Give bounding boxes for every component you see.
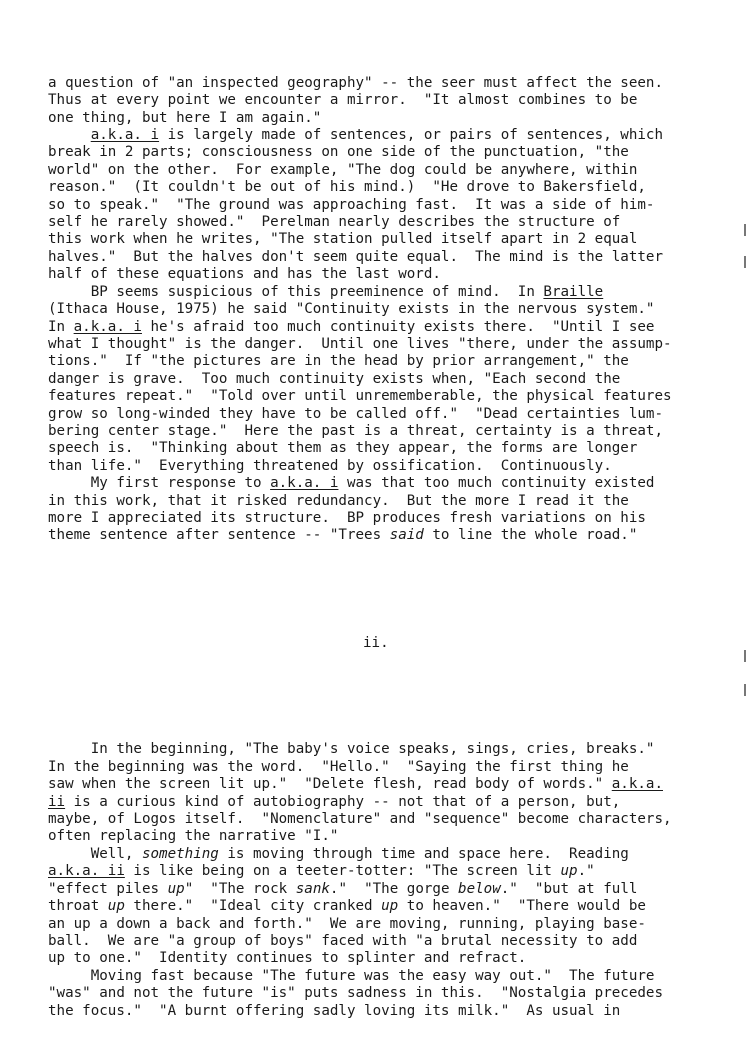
text-line xyxy=(48,197,738,214)
text-line xyxy=(48,301,738,318)
section-i-body xyxy=(48,75,738,545)
text-run: Well, xyxy=(48,845,142,862)
text-run: to heaven." "There would be xyxy=(398,898,646,915)
text-line xyxy=(48,527,738,544)
underlined-title: ii xyxy=(48,793,66,810)
text-run: In the beginning was the word. "Hello." "Saying the first thing he xyxy=(48,758,629,775)
text-line xyxy=(48,440,738,457)
text-line xyxy=(48,794,738,811)
edge-mark xyxy=(744,684,751,696)
text-run: up to one." Identity continues to splinter and refract. xyxy=(48,950,527,967)
edge-mark xyxy=(744,224,751,236)
text-run: bering center stage." Here the past is a threat, certainty is a threat, xyxy=(48,422,663,439)
text-run: maybe, of Logos itself. "Nomenclature" and "sequence" become characters, xyxy=(48,811,672,828)
underlined-title: a.k.a. i xyxy=(90,127,160,144)
text-run: theme sentence after sentence -- "Trees xyxy=(48,527,390,544)
text-line xyxy=(48,916,738,933)
text-run: an up a down a back and forth." We are moving, running, playing base- xyxy=(48,915,646,932)
text-run: ." "but at full xyxy=(500,880,638,897)
text-line xyxy=(48,423,738,440)
text-line xyxy=(48,75,738,92)
text-line xyxy=(48,475,738,492)
text-line xyxy=(48,92,738,109)
section-gap xyxy=(48,688,738,707)
text-run: " "The rock xyxy=(184,880,296,897)
text-run: often replacing the narrative "I." xyxy=(48,828,339,845)
text-run: saw when the screen lit up." "Delete flesh, read body of words." xyxy=(48,776,612,793)
text-run: is largely made of sentences, or pairs of sentences, which xyxy=(159,127,664,144)
text-line xyxy=(48,214,738,231)
text-run: tions." If "the pictures are in the head by prior arrangement," the xyxy=(48,353,629,370)
text-line xyxy=(48,811,738,828)
text-run: My first response to xyxy=(48,475,271,492)
text-line xyxy=(48,1003,738,1020)
italic-emphasis: said xyxy=(389,527,424,544)
text-run: he's afraid too much continuity exists there. "Until I see xyxy=(141,318,655,335)
italic-emphasis: something xyxy=(141,845,219,862)
text-run: what I thought" is the danger. Until one lives "there, under the assump- xyxy=(48,335,672,352)
text-run: in this work, that it risked redundancy. But the more I read it the xyxy=(48,492,629,509)
text-line xyxy=(48,110,738,127)
text-line xyxy=(48,353,738,370)
text-line xyxy=(48,950,738,967)
text-run: one thing, but here I am again." xyxy=(48,109,322,126)
text-line xyxy=(48,249,738,266)
text-run: In xyxy=(48,318,74,335)
underlined-title: a.k.a. ii xyxy=(48,863,125,880)
text-line xyxy=(48,388,738,405)
text-run: world" on the other. For example, "The dog could be anywhere, within xyxy=(48,161,638,178)
italic-emphasis: up xyxy=(381,898,399,915)
underlined-title: Braille xyxy=(543,283,604,300)
underlined-title: a.k.a. i xyxy=(270,475,339,492)
text-run: a question of "an inspected geography" -- the seer must affect the seen. xyxy=(48,74,663,91)
text-line xyxy=(48,776,738,793)
text-run: break in 2 parts; consciousness on one side of the punctuation, "the xyxy=(48,144,629,161)
text-line xyxy=(48,968,738,985)
text-line xyxy=(48,371,738,388)
text-run: halves." But the halves don't seem quite equal. The mind is the latter xyxy=(48,248,663,265)
text-run: "was" and not the future "is" puts sadness in this. "Nostalgia precedes xyxy=(48,985,663,1002)
text-line xyxy=(48,319,738,336)
text-run: so to speak." "The ground was approaching fast. It was a side of him- xyxy=(48,196,655,213)
text-run: the focus." "A burnt offering sadly loving its milk." As usual in xyxy=(48,1002,621,1019)
text-run: is like being on a teeter-totter: "The screen lit xyxy=(124,863,561,880)
text-line xyxy=(48,510,738,527)
text-run: than life." Everything threatened by ossification. Continuously. xyxy=(48,457,612,474)
text-run: is moving through time and space here. Reading xyxy=(218,845,629,862)
text-run: more I appreciated its structure. BP produces fresh variations on his xyxy=(48,509,646,526)
text-run: features repeat." "Told over until unrememberable, the physical features xyxy=(48,388,672,405)
text-line xyxy=(48,266,738,283)
text-run: In the beginning, "The baby's voice speaks, sings, cries, breaks." xyxy=(48,741,655,758)
text-run: speech is. "Thinking about them as they appear, the forms are longer xyxy=(48,440,638,457)
italic-emphasis: up xyxy=(560,863,578,880)
underlined-title: a.k.a. i xyxy=(73,318,142,335)
text-line xyxy=(48,759,738,776)
edge-mark xyxy=(744,650,751,662)
text-run: is a curious kind of autobiography -- not that of a person, but, xyxy=(65,793,621,810)
text-run: throat xyxy=(48,898,108,915)
text-run: half of these equations and has the last word. xyxy=(48,266,441,283)
text-line xyxy=(48,741,738,758)
text-run: reason." (It couldn't be out of his mind.) "He drove to Bakersfield, xyxy=(48,179,646,196)
text-run: (Ithaca House, 1975) he said "Continuity exists in the nervous system." xyxy=(48,301,655,318)
underlined-title: a.k.a. xyxy=(611,776,663,793)
text-run: "effect piles xyxy=(48,880,168,897)
text-line xyxy=(48,284,738,301)
italic-emphasis: below xyxy=(458,880,501,897)
text-run: to line the whole road." xyxy=(423,527,638,544)
edge-mark xyxy=(744,256,751,268)
text-run: Moving fast because "The future was the easy way out." The future xyxy=(48,967,655,984)
section-gap xyxy=(48,580,738,601)
text-run: there." "Ideal city cranked xyxy=(124,898,382,915)
text-line xyxy=(48,828,738,845)
text-run xyxy=(48,127,91,143)
text-run: self he rarely showed." Perelman nearly describes the structure of xyxy=(48,214,621,231)
text-line xyxy=(48,336,738,353)
text-run: ." xyxy=(577,863,595,880)
text-line xyxy=(48,179,738,196)
text-line xyxy=(48,881,738,898)
text-run: Thus at every point we encounter a mirror. "It almost combines to be xyxy=(48,92,638,109)
text-run: ball. We are "a group of boys" faced with "a brutal necessity to add xyxy=(48,932,638,949)
italic-emphasis: sank xyxy=(295,880,330,897)
text-run: BP seems suspicious of this preeminence of mind. In xyxy=(48,283,544,300)
document-page xyxy=(48,40,738,1037)
text-line xyxy=(48,127,738,144)
text-line xyxy=(48,406,738,423)
text-run: this work when he writes, "The station pulled itself apart in 2 equal xyxy=(48,231,638,248)
text-run: danger is grave. Too much continuity exists when, "Each second the xyxy=(48,370,621,387)
text-run: grow so long-winded they have to be called off." "Dead certainties lum- xyxy=(48,405,663,422)
section-number: ii. xyxy=(363,635,389,652)
italic-emphasis: up xyxy=(107,898,125,915)
text-line xyxy=(48,458,738,475)
text-line xyxy=(48,863,738,880)
text-line xyxy=(48,933,738,950)
text-run: was that too much continuity existed xyxy=(338,475,655,492)
text-line xyxy=(48,144,738,161)
text-line xyxy=(48,846,738,863)
text-line xyxy=(48,493,738,510)
text-line xyxy=(48,231,738,248)
italic-emphasis: up xyxy=(167,880,185,897)
text-line xyxy=(48,985,738,1002)
text-line xyxy=(48,162,738,179)
section-ii-body xyxy=(48,741,738,1020)
text-run: ." "The gorge xyxy=(329,880,459,897)
